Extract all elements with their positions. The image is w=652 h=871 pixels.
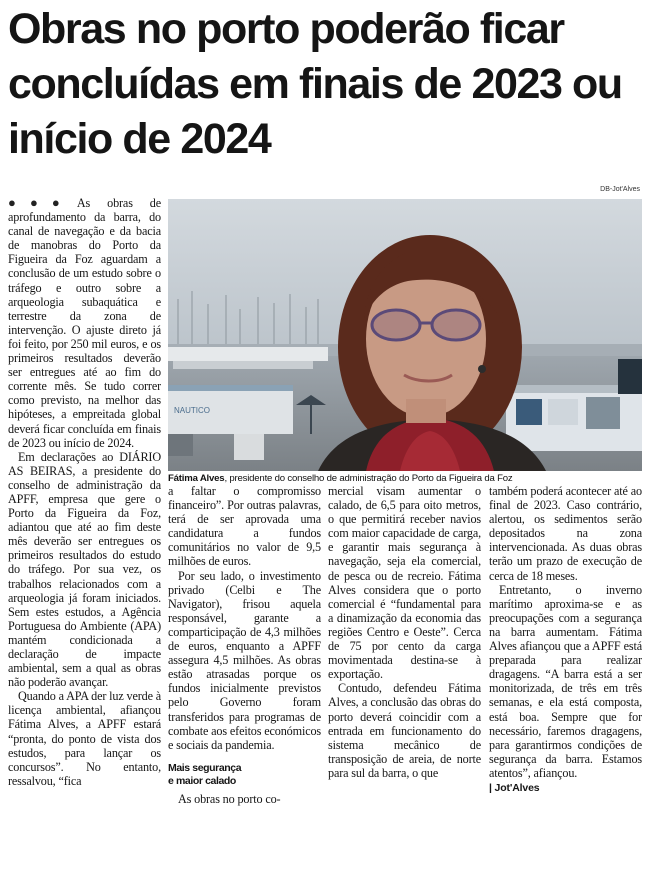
photo-credit: DB-Jot'Alves bbox=[600, 186, 640, 193]
subheading-line-2: e maior calado bbox=[168, 774, 236, 787]
paragraph: Quando a APA der luz verde à licença ambiental, afiançou Fátima Alves, a APFF estará “pronta, do ponto de vista dos estudos, para lançar os concursos”. No entanto, ressalvou, “fica bbox=[8, 689, 161, 788]
subheading bbox=[168, 762, 321, 788]
nautico-sign: NAUTICO bbox=[174, 406, 210, 415]
lead-text: As obras de aprofundamento da barra, do canal de navegação e da bacia de manobras do Porto da Figueira da Foz aguardam a conclusão de um estudo sobre o tráfego e outro sobre a arqueologia subaquática e terrestre da zona de intervenção. O ajuste direto já foi feito, por 250 mil euros, e os primeiros resultados deverão ser entregues até ao fim do corrente mês. Se tudo correr como previsto, na melhor das hipóteses, a empreitada global deverá ficar concluída em finais de 2023 ou início de 2024. bbox=[8, 196, 161, 450]
author-signature: | Jot'Alves bbox=[489, 781, 540, 794]
lead-bullet-icon: ●●● bbox=[8, 196, 74, 210]
lead-paragraph bbox=[8, 196, 161, 450]
paragraph: mercial visam aumentar o calado, de 6,5 para oito metros, o que permitirá receber navios com maior capacidade de carga, e garantir mais segurança à navegação, seja ela comercial, de pesca ou de recreio. Fátima Alves considera que o porto comercial é “fundamental para a dinamização da economia das regiões Centro e Oeste”. Cerca de 75 por cento da carga movimentada destina-se à exportação. bbox=[328, 484, 481, 682]
article-column-4 bbox=[489, 484, 642, 858]
paragraph: As obras no porto co- bbox=[178, 791, 281, 806]
article-column-1 bbox=[8, 196, 161, 858]
caption-name: Fátima Alves bbox=[168, 473, 225, 484]
paragraph: Em declarações ao DIÁRIO AS BEIRAS, a presidente do conselho de administração da APFF, empresa que gere o Porto da Figueira da Foz, adiantou que até ao fim deste mês deverão ser entregues os primeiros resultados do estudo do tráfego. Por sua vez, os trabalhos relacionados com a arqueologia já foram iniciados. Sem estes estudos, a Agência Portuguesa do Ambiente (APA) mantém condicionada a declaração de impacte ambiental, sem a qual as obras não poderão avançar. bbox=[8, 449, 161, 690]
paragraph: também poderá acontecer até ao final de 2023. Caso contrário, alertou, os sedimentos serão depositados na zona intervencionada. As duas obras terão um prazo de execução de cerca de 18 meses. bbox=[489, 484, 642, 583]
photo-illustration bbox=[168, 199, 642, 471]
caption-text: , presidente do conselho de administração do Porto da Figueira da Foz bbox=[224, 473, 513, 484]
subheading-line-1: Mais segurança bbox=[168, 761, 242, 774]
paragraph: Contudo, defendeu Fátima Alves, a conclusão das obras do porto deverá coincidir com a entrada em funcionamento do sistema mecânico de transposição de areia, de norte para sul da barra, o que bbox=[328, 681, 481, 780]
article-column-2 bbox=[168, 484, 321, 858]
article-column-3 bbox=[328, 484, 481, 858]
headline: Obras no porto poderão ficar concluídas em finais de 2023 ou início de 2024 bbox=[8, 5, 622, 163]
paragraph: Por seu lado, o investimento privado (Celbi e The Navigator), frisou aquela responsável, garante a comparticipação de 4,3 milhões de euros, enquanto a APFF assegura 4,5 milhões. As obras estão atrasadas porque os fundos inicialmente previstos pelo Governo foram transferidos para programas de combate aos efeitos económicos e sociais da pandemia. bbox=[168, 568, 321, 752]
portrait-photo bbox=[168, 199, 642, 471]
paragraph: Entretanto, o inverno marítimo aproxima-se e as preocupações com a segurança na barra aumentam. Fátima Alves afiançou que a APFF está preparada para realizar dragagens. “A barra está a ser monitorizada, de três em três semanas, e ela está composta, está boa. Sempre que for necessário, faremos dragagens, para garantirmos condições de segurança da barra. Estamos atentos”, afiançou. bbox=[489, 582, 642, 780]
paragraph: a faltar o compromisso financeiro”. Por outras palavras, terá de ser aprovada uma candidatura a fundos comunitários no valor de 9,5 milhões de euros. bbox=[168, 484, 321, 569]
